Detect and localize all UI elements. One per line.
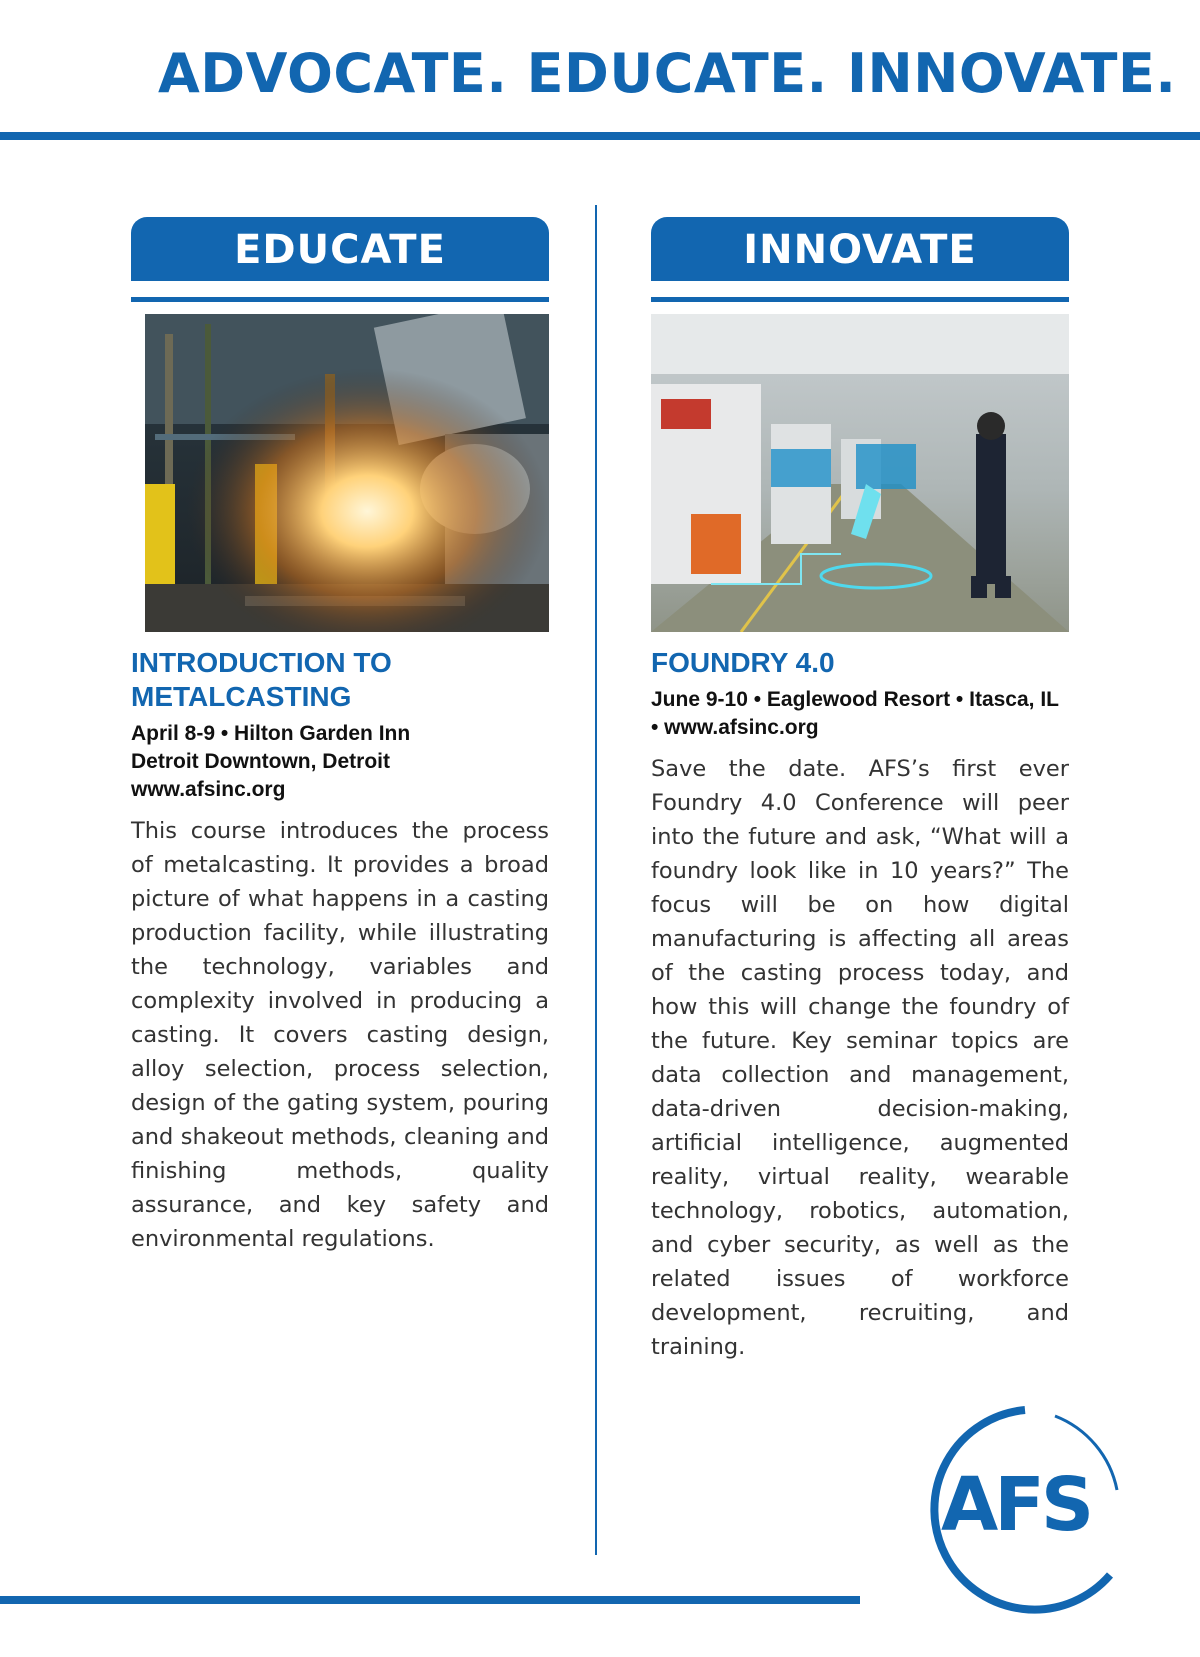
educate-body: This course introduces the process of metalcasting. It provides a broad picture of what happens in a casting production facility, while illustrating the technology, variables and complexity involved in producing a casting. It covers casting design, alloy selection, process selection, design of the gating system, pouring and shakeout methods, cleaning and finishing methods, quality assurance, and key safety and environmental regulations. bbox=[131, 818, 549, 1252]
afs-logo-icon bbox=[905, 1400, 1125, 1620]
educate-location: Detroit Downtown, Detroit bbox=[131, 750, 390, 773]
educate-meta bbox=[131, 720, 549, 804]
afs-logo-text: AFS bbox=[941, 1462, 1091, 1548]
innovate-tab-rule bbox=[651, 297, 1069, 302]
innovate-tab-heading: INNOVATE bbox=[651, 217, 1069, 281]
educate-column bbox=[131, 217, 549, 1256]
educate-date-venue: April 8-9 • Hilton Garden Inn bbox=[131, 722, 411, 745]
educate-title: INTRODUCTION TO METALCASTING bbox=[131, 647, 392, 712]
column-divider bbox=[595, 205, 597, 1555]
innovate-body: Save the date. AFS’s first ever Foundry 4.0 Conference will peer into the future and ask, “What will a foundry look like in 10 years?” The focus will be on how digital manufacturing is affecting all areas of the casting process today, and how this will change the foundry of the future. Key seminar topics are data collection and management, data-driven decision-making, artificial intelligence, augmented reality, virtual reality, wearable technology, robotics, automation, and cyber security, as well as the related issues of workforce development, recruiting, and training. bbox=[651, 756, 1069, 1360]
educate-tab-heading: EDUCATE bbox=[131, 217, 549, 281]
innovate-title: FOUNDRY 4.0 bbox=[651, 647, 835, 678]
educate-tab-rule bbox=[131, 297, 549, 302]
foundry-pouring-photo bbox=[145, 314, 549, 632]
top-divider bbox=[0, 132, 1200, 140]
smart-factory-vr-photo bbox=[651, 314, 1069, 632]
page-headline: ADVOCATE. EDUCATE. INNOVATE. bbox=[158, 42, 1177, 105]
bottom-divider bbox=[0, 1596, 860, 1604]
innovate-column bbox=[651, 217, 1069, 1364]
educate-url[interactable]: www.afsinc.org bbox=[131, 778, 286, 801]
innovate-meta: June 9-10 • Eaglewood Resort • Itasca, IL • www.afsinc.org bbox=[651, 688, 1059, 739]
